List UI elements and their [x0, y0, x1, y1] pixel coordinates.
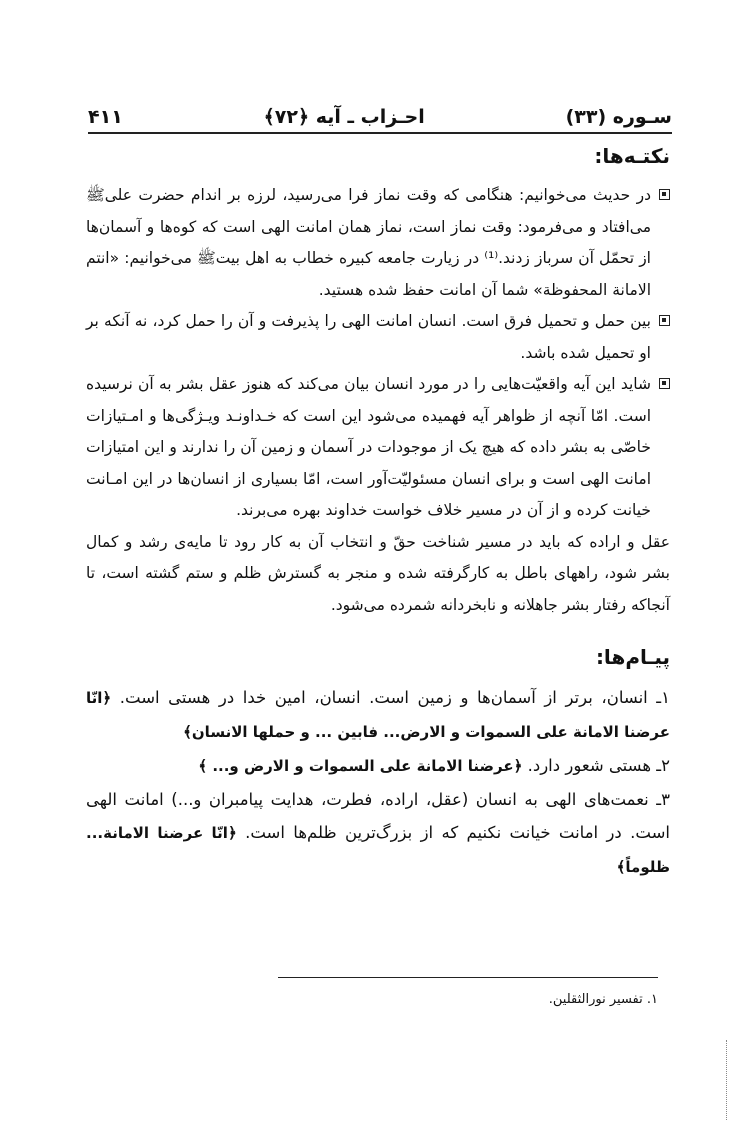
- square-bullet-icon: [659, 189, 670, 200]
- note-item: [86, 306, 670, 369]
- note-text: شاید این آیه واقعیّت‌هایی را در مورد انسان بیان می‌کند که هنوز عقل بشر به آن نرسیده است. امّا آنچه از ظواهر آیه فهمیده می‌شود این است که خـداونـد ویـژگی‌ها و امـتیازات خاصّی به بشر داده که هیچ یک از موجودات در آسمان و زمین آن را ندارند و این امتیازات امانت الهی است و برای انسان مسئولیّت‌آور است، امّا بسیاری از انسان‌ها در این امـانت خیانت کرده و از آن در مسیر خلاف خواست خداوند بهره می‌برند.: [86, 375, 651, 519]
- notes-title: نکتـه‌ها:: [594, 144, 670, 168]
- note-paragraph: عقل و اراده که باید در مسیر شناخت حقّ و انتخاب آن به کار رود تا مایه‌ی رشد و کمال بشر شود، راههای باطل به کارگرفته شده و منجر به گسترش ظلم و ستم گشته است، تا آنجاکه رفتار بشر جاهلانه و نابخردانه شمرده می‌شود.: [86, 532, 670, 614]
- footnote: ۱. تفسیر نورالثقلین.: [548, 992, 658, 1007]
- message-text: ۳ـ نعمت‌های الهی به انسان (عقل، اراده، فطرت، هدایت پیامبران و...) امانت الهی است. در امانت خیانت نکنیم که از بزرگ‌ترین ظلم‌ها است.: [86, 790, 670, 842]
- message-item: [86, 749, 670, 783]
- verse-quote: ﴿انّا عرضنا الامانة علی السموات و الارض... فابین ... و حملها الانسان﴾: [86, 689, 670, 741]
- header-surah: سـوره (۳۳): [565, 106, 672, 128]
- margin-mark: [724, 1040, 727, 1120]
- header-verse-ref: احـزاب ـ آیه ﴿۷۲﴾: [263, 106, 425, 128]
- message-text: ۱ـ انسان، برتر از آسمان‌ها و زمین است. انسان، امین خدا در هستی است.: [119, 688, 671, 707]
- footnote-divider: [278, 977, 658, 978]
- page-content: [86, 140, 670, 884]
- verse-quote: ﴿انّا عرضنا الامانة... ظلوماً﴾: [86, 824, 670, 876]
- messages-title: پیـام‌ها:: [595, 645, 670, 669]
- message-item: [86, 681, 670, 749]
- note-item: [86, 180, 670, 306]
- message-item: [86, 783, 670, 884]
- running-header: [88, 92, 672, 134]
- message-text: ۲ـ هستی شعور دارد.: [527, 756, 670, 775]
- note-item: [86, 369, 670, 527]
- note-text: بین حمل و تحمیل فرق است. انسان امانت الهی را پذیرفت و آن را حمل کرد، نه آنکه بر او تحمیل شده باشد.: [86, 312, 651, 362]
- verse-quote: ﴿عرضنا الامانة علی السموات و الارض و... ﴾: [198, 757, 523, 775]
- note-text: در حدیث می‌خوانیم: هنگامی که وقت نماز فرا می‌رسید، لرزه بر اندام حضرت علی‌ﷺ می‌افتاد و می‌فرمود: وقت نماز است، نماز همان امانت الهی است که کوه‌ها و آسمان‌ها از تحمّل آن سرباز زدند.⁽¹⁾ در زیارت جامعه کبیره خطاب به اهل بیتﷺ می‌خوانیم: «انتم الامانة المحفوظة» شما آن امانت حفظ شده هستید.: [86, 186, 651, 299]
- square-bullet-icon: [659, 378, 670, 389]
- page-number: ۴۱۱: [88, 106, 123, 128]
- square-bullet-icon: [659, 315, 670, 326]
